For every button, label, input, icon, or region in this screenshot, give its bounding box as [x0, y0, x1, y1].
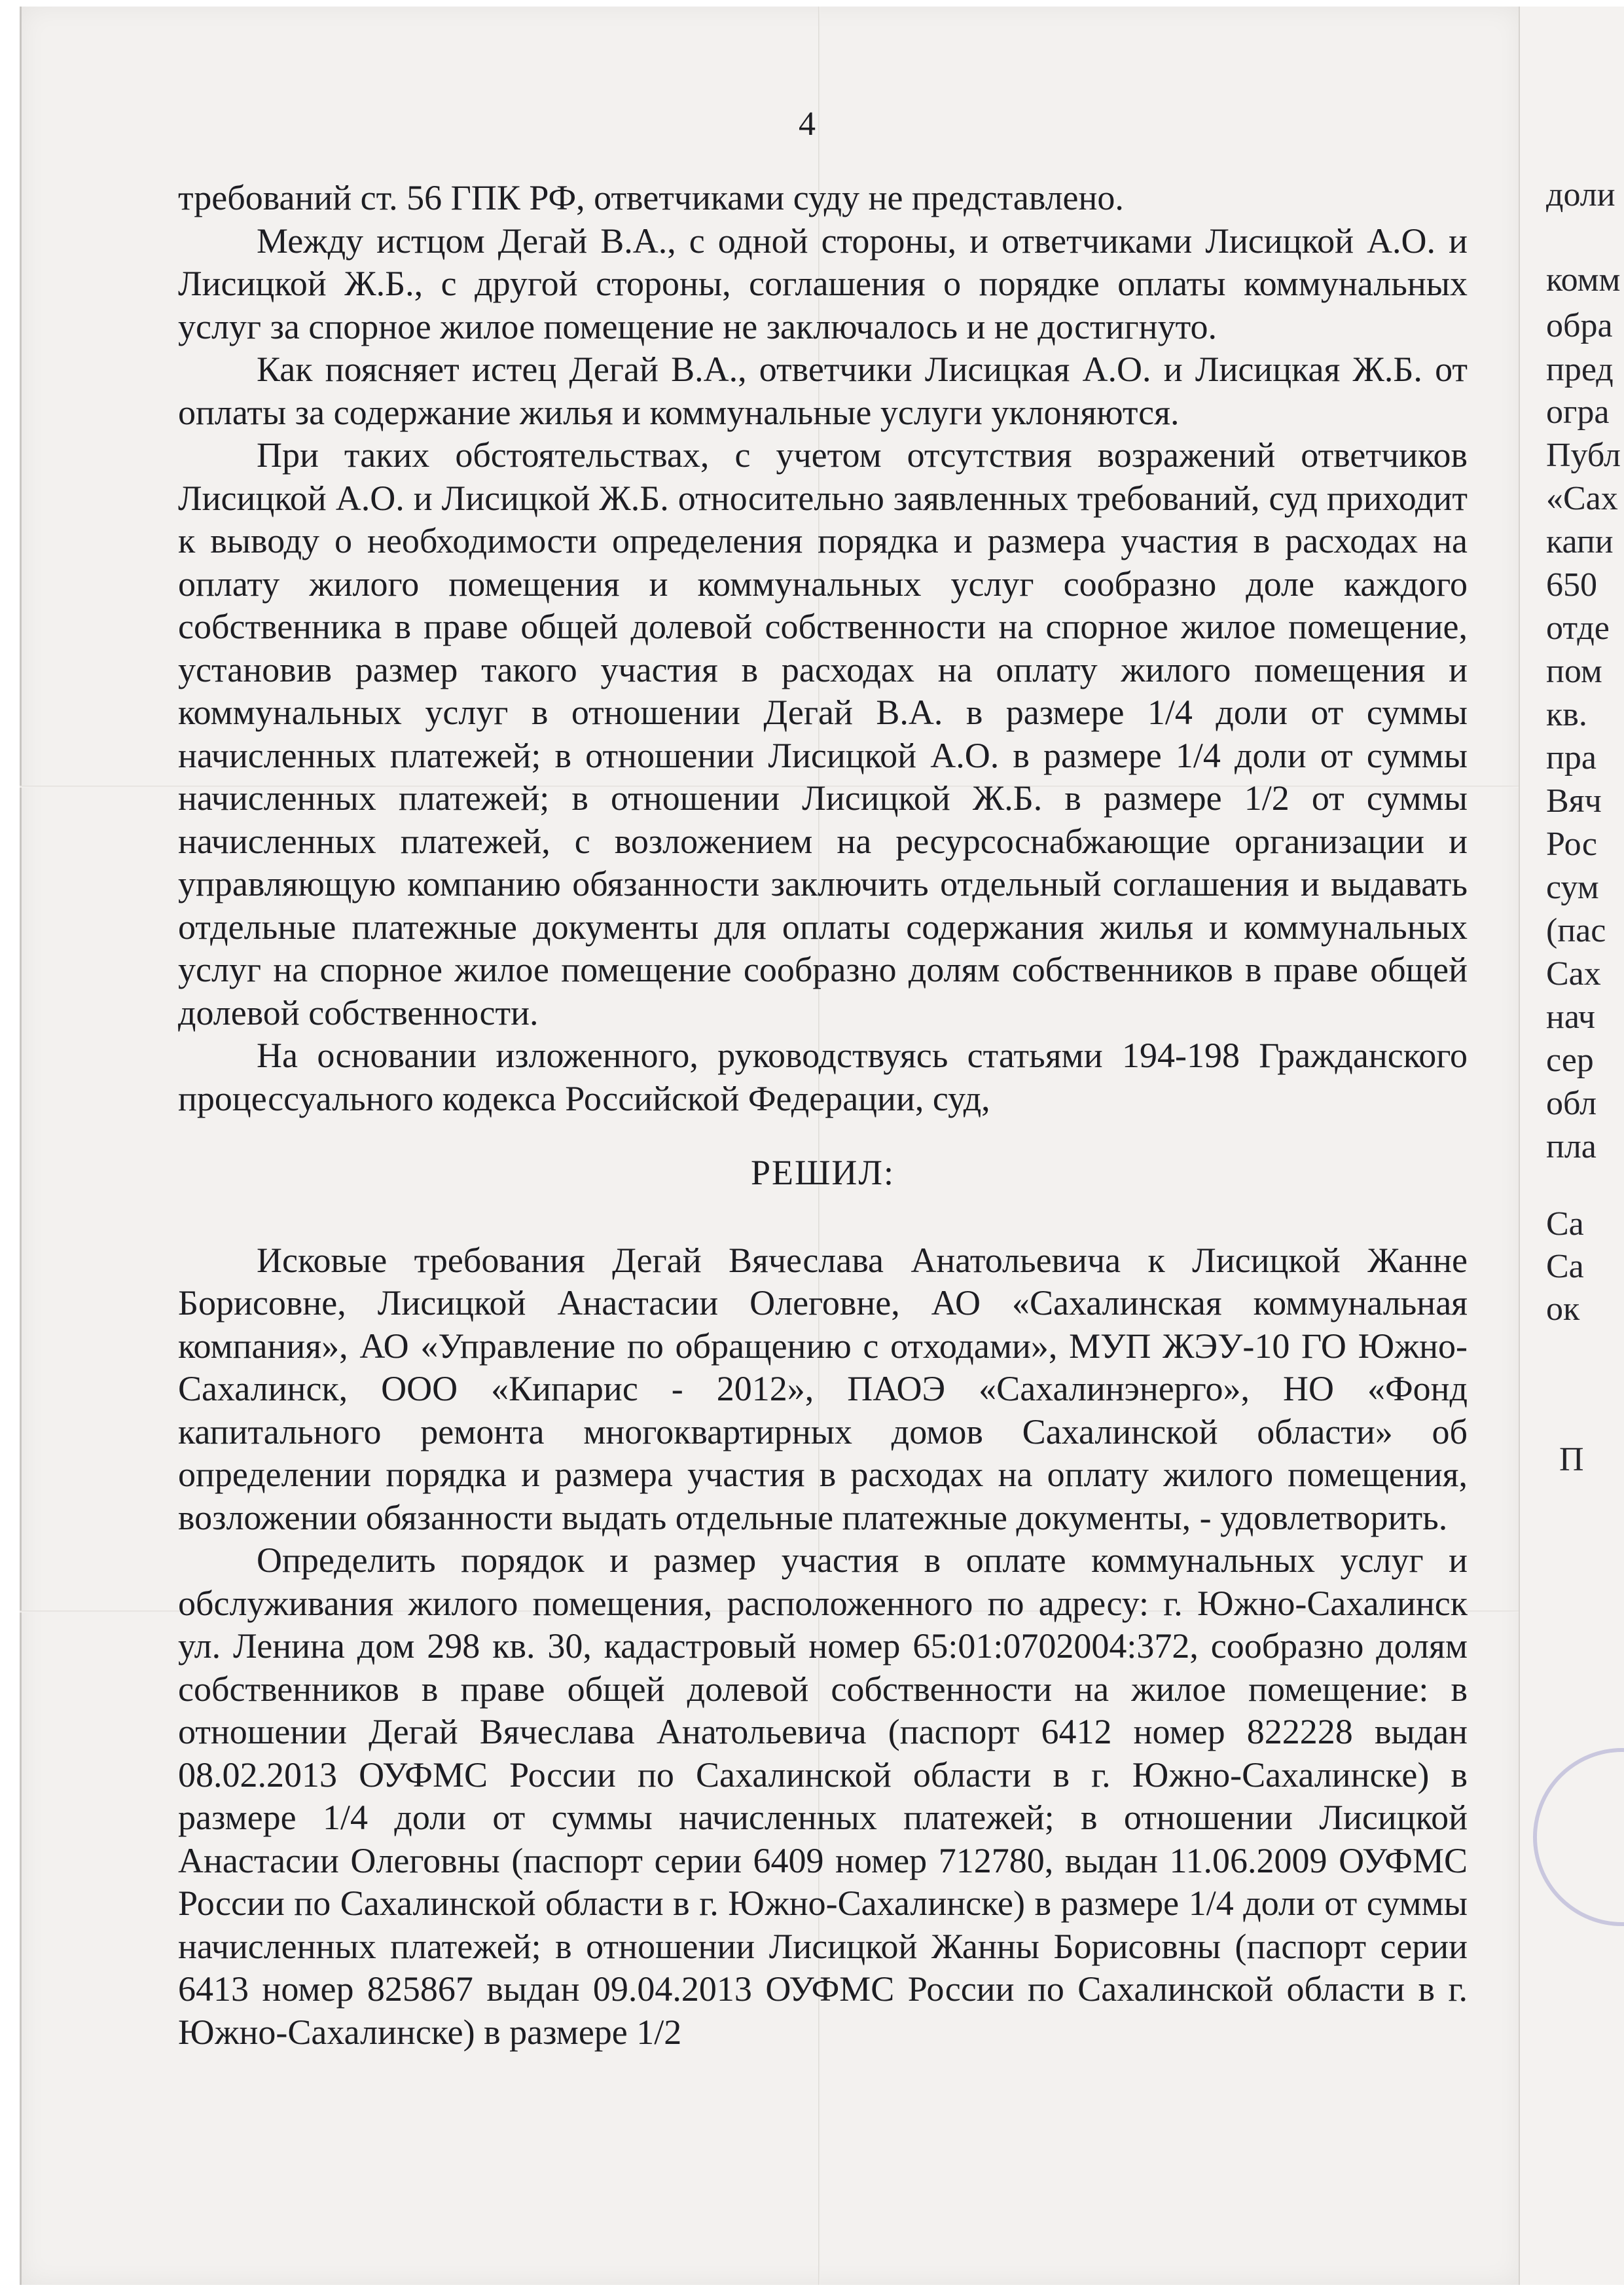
adjacent-text-fragment: (пас	[1546, 912, 1606, 949]
adjacent-text-fragment: пла	[1546, 1128, 1597, 1165]
document-body	[178, 177, 1468, 2054]
adjacent-text-fragment: сум	[1546, 869, 1599, 906]
adjacent-text-fragment: доли	[1546, 176, 1615, 213]
page-number: 4	[799, 105, 816, 143]
adjacent-text-fragment: Рос	[1546, 826, 1597, 863]
adjacent-text-fragment: капи	[1546, 523, 1614, 560]
paragraph: На основании изложенного, руководствуясь статьями 194-198 Гражданского процессуального кодекса Российской Федерации, суд,	[178, 1036, 1468, 1118]
paragraph: Между истцом Дегай В.А., с одной стороны, и ответчиками Лисицкой А.О. и Лисицкой Ж.Б., с другой стороны, соглашения о порядке оплаты коммунальных услуг за спорное жилое помещение не заключалось и не достигнуто.	[178, 221, 1468, 346]
adjacent-text-fragment: 650	[1546, 566, 1597, 604]
adjacent-text-fragment: отде	[1546, 610, 1610, 647]
adjacent-text-fragment: сер	[1546, 1042, 1594, 1079]
adjacent-text-fragment: ок	[1546, 1290, 1580, 1328]
adjacent-text-fragment: пред	[1546, 351, 1614, 388]
paragraph: Исковые требования Дегай Вячеслава Анатольевича к Лисицкой Жанне Борисовне, Лисицкой Анастасии Олеговне, АО «Сахалинская коммунальная компания», АО «Управление по обращению с отходами», МУП ЖЭУ-10 ГО Южно-Сахалинск, ООО «Кипарис - 2012», ПАОЭ «Сахалинэнерго», НО «Фонд капитального ремонта многоквартирных домов Сахалинской области» об определении порядка и размера участия в расходах на оплату жилого помещения, возложении обязанности выдать отдельные платежные документы, - удовлетворить.	[178, 1240, 1468, 1537]
adjacent-text-fragment: обл	[1546, 1085, 1597, 1122]
adjacent-text-fragment: Публ	[1546, 437, 1621, 474]
adjacent-text-fragment: П	[1559, 1441, 1584, 1478]
adjacent-text-fragment: Са	[1546, 1205, 1584, 1243]
adjacent-page-strip	[1519, 7, 1624, 2285]
adjacent-text-fragment: кв.	[1546, 696, 1587, 733]
adjacent-text-fragment: «Сах	[1546, 480, 1618, 517]
adjacent-text-fragment: пом	[1546, 653, 1602, 690]
paragraph: При таких обстоятельствах, с учетом отсутствия возражений ответчиков Лисицкой А.О. и Лисицкой Ж.Б. относительно заявленных требований, суд приходит к выводу о необходимости определения порядка и размера участия в расходах на оплату жилого помещения и коммунальных услуг сообразно доле каждого собственника в праве общей долевой собственности на спорное жилое помещение, установив размер такого участия в расходах на оплату жилого помещения и коммунальных услуг в отношении Дегай В.А. в размере 1/4 доли от суммы начисленных платежей; в отношении Лисицкой А.О. в размере 1/4 доли от суммы начисленных платежей; в отношении Лисицкой Ж.Б. в размере 1/2 от суммы начисленных платежей, с возложением на ресурсоснабжающие организации и управляющую компанию обязанности заключить отдельный соглашения и выдавать отдельные платежные документы для оплаты содержания жилья и коммунальных услуг на спорное жилое помещение сообразно долям собственников в праве общей долевой собственности.	[178, 435, 1468, 1032]
decision-heading: РЕШИЛ:	[750, 1153, 895, 1192]
adjacent-text-fragment: обра	[1546, 307, 1613, 344]
paragraph: требований ст. 56 ГПК РФ, ответчиками суду не представлено.	[178, 178, 1124, 217]
adjacent-text-fragment: Сах	[1546, 955, 1601, 993]
adjacent-text-fragment: Са	[1546, 1248, 1584, 1285]
stamp-seal	[1533, 1748, 1624, 1926]
adjacent-text-fragment: комм	[1546, 261, 1621, 299]
adjacent-text-fragment: огра	[1546, 393, 1610, 431]
adjacent-text-fragment: Вяч	[1546, 782, 1602, 820]
paragraph: Определить порядок и размер участия в оплате коммунальных услуг и обслуживания жилого помещения, расположенного по адресу: г. Южно-Сахалинск ул. Ленина дом 298 кв. 30, кадастровый номер 65:01:0702004:372, сообразно долям собственников в праве общей долевой собственности на жилое помещение: в отношении Дегай Вячеслава Анатольевича (паспорт 6412 номер 822228 выдан 08.02.2013 ОУФМС России по Сахалинской области в г. Южно-Сахалинске) в размере 1/4 доли от суммы начисленных платежей; в отношении Лисицкой Анастасии Олеговны (паспорт серии 6409 номер 712780, выдан 11.06.2009 ОУФМС России по Сахалинской области в г. Южно-Сахалинске) в размере 1/4 доли от суммы начисленных платежей; в отношении Лисицкой Жанны Борисовны (паспорт серии 6413 номер 825867 выдан 09.04.2013 ОУФМС России по Сахалинской области в г. Южно-Сахалинске) в размере 1/2	[178, 1540, 1468, 2052]
adjacent-text-fragment: пра	[1546, 739, 1597, 776]
paragraph: Как поясняет истец Дегай В.А., ответчики Лисицкая А.О. и Лисицкая Ж.Б. от оплаты за содержание жилья и коммунальные услуги уклоняются.	[178, 350, 1468, 432]
adjacent-text-fragment: нач	[1546, 998, 1595, 1036]
